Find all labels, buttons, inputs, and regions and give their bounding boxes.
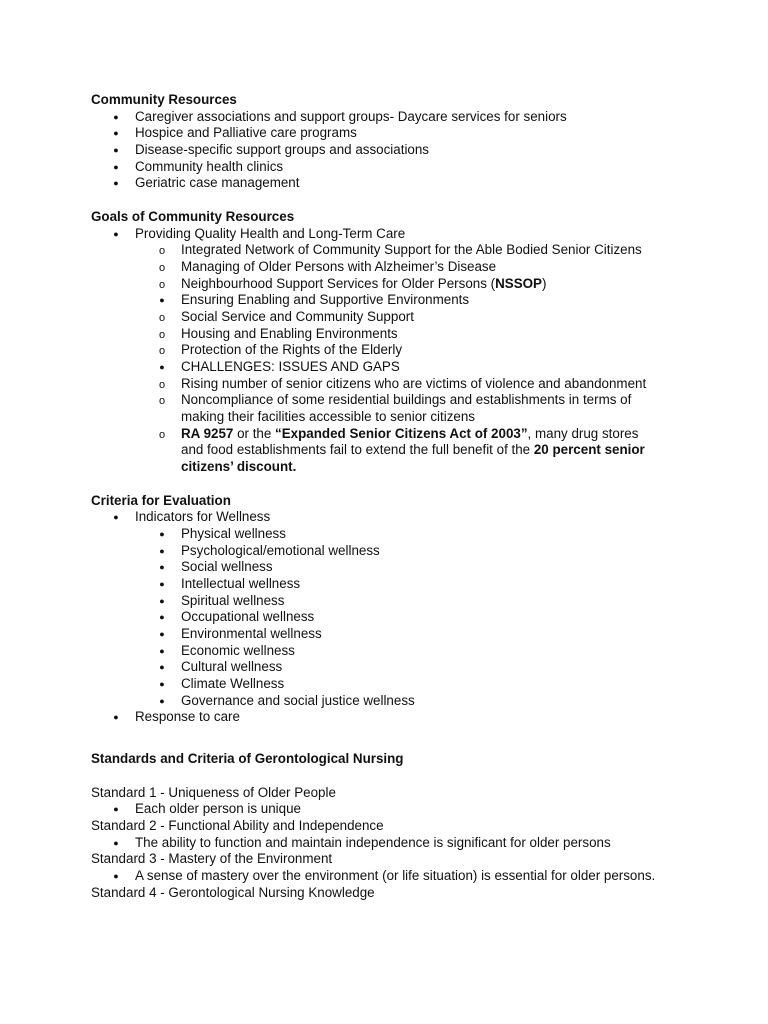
list-item: ● A sense of mastery over the environment (or life situation) is essential for older persons. <box>91 868 691 885</box>
sub-list-item: ● Ensuring Enabling and Supportive Environments <box>91 292 691 309</box>
bullet-icon: ● <box>113 837 119 848</box>
bullet-icon: ● <box>113 111 119 122</box>
list-item: ● Hospice and Palliative care programs <box>91 125 691 142</box>
bullet-icon: ● <box>113 870 119 881</box>
hollow-bullet-icon: o <box>158 395 166 408</box>
sub-list-item-continuation: citizens’ discount. <box>181 459 297 475</box>
bullet-icon: ● <box>113 804 119 815</box>
hollow-bullet-icon: o <box>158 261 166 274</box>
bullet-icon: ● <box>159 679 165 690</box>
list-item: ● Indicators for Wellness <box>91 509 691 526</box>
sub-list-item: o Integrated Network of Community Support for the Able Bodied Senior Citizens <box>91 242 691 259</box>
bullet-icon: ● <box>159 362 165 372</box>
hollow-bullet-icon: o <box>158 278 166 291</box>
sub-list-item: o Noncompliance of some residential buildings and establishments in terms of <box>91 392 691 409</box>
standard-line: Standard 1 - Uniqueness of Older People <box>91 784 336 800</box>
bullet-icon: ● <box>159 562 165 573</box>
bullet-icon: ● <box>113 145 119 156</box>
bullet-icon: ● <box>159 629 165 639</box>
sub-list-item: o Housing and Enabling Environments <box>91 326 691 343</box>
bullet-icon: ● <box>159 595 165 606</box>
bullet-icon: ● <box>159 528 165 539</box>
sub-list-item: o Neighbourhood Support Services for Older Persons (NSSOP) <box>91 276 691 293</box>
bullet-icon: ● <box>159 662 165 673</box>
hollow-bullet-icon: o <box>158 428 166 441</box>
sub-list-item: ● Governance and social justice wellness <box>91 693 691 710</box>
list-item: ● Community health clinics <box>91 159 691 176</box>
list-item: ● Each older person is unique <box>91 801 691 818</box>
standard-line: Standard 3 - Mastery of the Environment <box>91 851 333 867</box>
document-page <box>91 92 691 901</box>
hollow-bullet-icon: o <box>158 311 166 324</box>
sub-list-item: ● CHALLENGES: ISSUES AND GAPS <box>91 359 691 376</box>
sub-list-item: ● Occupational wellness <box>91 609 691 626</box>
bullet-icon: ● <box>159 295 165 306</box>
hollow-bullet-icon: o <box>158 345 166 358</box>
nssop-acronym: NSSOP <box>495 275 542 291</box>
list-item: ● The ability to function and maintain independence is significant for older persons <box>91 835 691 852</box>
list-item: ● Geriatric case management <box>91 175 691 192</box>
standard-line: Standard 4 - Gerontological Nursing Knowledge <box>91 884 375 900</box>
bullet-icon: ● <box>159 695 165 706</box>
sub-list-item: ● Environmental wellness <box>91 626 691 643</box>
hollow-bullet-icon: o <box>158 378 166 391</box>
hollow-bullet-icon: o <box>158 328 166 341</box>
list-item: ● Providing Quality Health and Long-Term Care <box>91 226 691 243</box>
bullet-icon: ● <box>113 178 119 189</box>
bullet-icon: ● <box>159 645 165 656</box>
sub-list-item: o Protection of the Rights of the Elderly <box>91 342 691 359</box>
sub-list-item: ● Intellectual wellness <box>91 576 691 593</box>
sub-list-item: ● Climate Wellness <box>91 676 691 693</box>
hollow-bullet-icon: o <box>158 245 166 258</box>
bullet-icon: ● <box>113 161 119 172</box>
bullet-icon: ● <box>159 612 165 623</box>
sub-list-item: ● Spiritual wellness <box>91 593 691 610</box>
sub-list-item: o RA 9257 or the “Expanded Senior Citizens Act of 2003”, many drug stores <box>91 426 691 443</box>
heading-goals: Goals of Community Resources <box>91 208 295 224</box>
sub-list-item-continuation: making their facilities accessible to senior citizens <box>181 409 475 425</box>
bullet-icon: ● <box>113 128 119 139</box>
list-item: ● Disease-specific support groups and associations <box>91 142 691 159</box>
heading-community-resources: Community Resources <box>91 92 237 107</box>
sub-list-item: ● Physical wellness <box>91 526 691 543</box>
bullet-icon: ● <box>113 512 119 523</box>
heading-standards: Standards and Criteria of Gerontological Nursing <box>91 751 404 767</box>
sub-list-item: ● Psychological/emotional wellness <box>91 543 691 560</box>
list-item: ● Response to care <box>91 709 691 726</box>
bullet-icon: ● <box>113 228 119 239</box>
heading-criteria: Criteria for Evaluation <box>91 492 231 508</box>
sub-list-item: o Rising number of senior citizens who are victims of violence and abandonment <box>91 376 691 393</box>
bullet-icon: ● <box>159 578 165 589</box>
sub-list-item: ● Economic wellness <box>91 643 691 660</box>
bullet-icon: ● <box>113 712 119 723</box>
sub-list-item: o Managing of Older Persons with Alzheimer’s Disease <box>91 259 691 276</box>
bullet-icon: ● <box>159 545 165 556</box>
list-item: ● Caregiver associations and support groups- Daycare services for seniors <box>91 109 691 126</box>
sub-list-item: o Social Service and Community Support <box>91 309 691 326</box>
sub-list-item: ● Social wellness <box>91 559 691 576</box>
standard-line: Standard 2 - Functional Ability and Independence <box>91 817 384 833</box>
sub-list-item: ● Cultural wellness <box>91 659 691 676</box>
sub-list-item-continuation: and food establishments fail to extend the full benefit of the 20 percent senior <box>181 442 645 458</box>
